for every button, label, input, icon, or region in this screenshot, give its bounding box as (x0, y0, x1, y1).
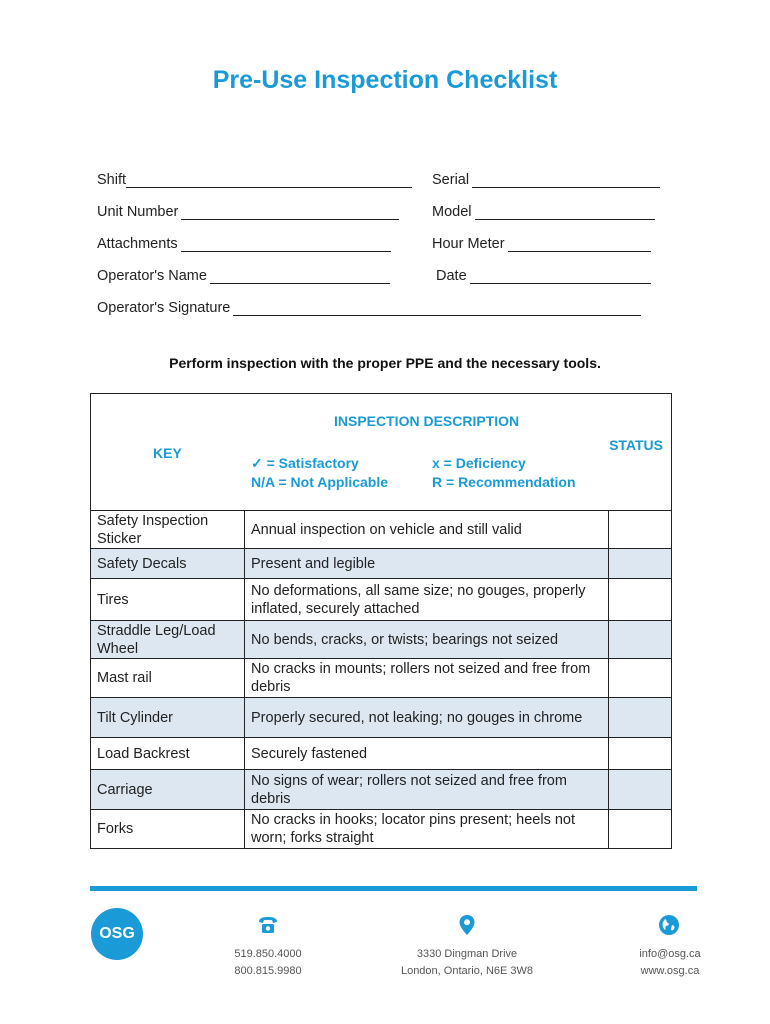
description-cell: Properly secured, not leaking; no gouges in chrome (245, 698, 609, 738)
legend-not-applicable: N/A = Not Applicable (251, 474, 389, 490)
table-row (91, 659, 672, 698)
description-cell: No bends, cracks, or twists; bearings not seized (245, 621, 609, 659)
description-label: INSPECTION DESCRIPTION (334, 413, 520, 429)
table-row (91, 549, 672, 579)
location-pin-icon (455, 913, 479, 937)
shift-line[interactable] (126, 173, 412, 188)
page-title: Pre-Use Inspection Checklist (212, 66, 558, 94)
table-row (91, 621, 672, 659)
attachments-label: Attachments (97, 236, 178, 252)
legend-recommendation: R = Recommendation (432, 474, 576, 490)
table-row (91, 810, 672, 849)
table-header-row (91, 394, 672, 511)
inspection-table (90, 393, 672, 849)
serial-line[interactable] (472, 173, 660, 188)
description-cell: No deformations, all same size; no gouges, properly inflated, securely attached (245, 579, 609, 621)
item-cell: Forks (91, 810, 245, 849)
date-line[interactable] (470, 269, 651, 284)
table-row (91, 579, 672, 621)
model-field[interactable] (432, 204, 655, 220)
website-link[interactable]: www.osg.ca (640, 965, 700, 977)
shift-field[interactable] (97, 172, 412, 188)
serial-field[interactable] (432, 172, 660, 188)
description-cell: Present and legible (245, 549, 609, 579)
attachments-line[interactable] (181, 237, 391, 252)
email-link[interactable]: info@osg.ca (639, 948, 701, 960)
operators-signature-line[interactable] (233, 301, 641, 316)
item-cell: Tires (91, 579, 245, 621)
phone-number-1[interactable]: 519.850.4000 (234, 948, 302, 960)
status-cell[interactable] (609, 549, 672, 579)
description-cell: Securely fastened (245, 738, 609, 770)
status-cell[interactable] (609, 579, 672, 621)
status-label: STATUS (609, 437, 663, 453)
ppe-notice: Perform inspection with the proper PPE and the necessary tools. (169, 355, 601, 371)
status-cell[interactable] (609, 810, 672, 849)
item-cell: Safety Inspection Sticker (91, 511, 245, 549)
legend-satisfactory: ✓ = Satisfactory (251, 455, 359, 471)
item-cell: Safety Decals (91, 549, 245, 579)
contact-web (630, 946, 710, 980)
hour-meter-field[interactable] (432, 236, 651, 252)
unit-number-label: Unit Number (97, 204, 179, 220)
description-cell: No cracks in mounts; rollers not seized and free from debris (245, 659, 609, 698)
status-cell[interactable] (609, 511, 672, 549)
description-cell: No cracks in hooks; locator pins present; heels not worn; forks straight (245, 810, 609, 849)
table-row (91, 511, 672, 549)
operators-name-label: Operator's Name (97, 268, 207, 284)
serial-label: Serial (432, 172, 470, 188)
phone-numbers (233, 946, 303, 980)
hour-meter-line[interactable] (508, 237, 651, 252)
address-line-2: London, Ontario, N6E 3W8 (400, 965, 534, 977)
status-cell[interactable] (609, 659, 672, 698)
operators-name-line[interactable] (210, 269, 390, 284)
status-cell[interactable] (609, 770, 672, 810)
unit-number-field[interactable] (97, 204, 399, 220)
model-label: Model (432, 204, 472, 220)
address (396, 946, 538, 980)
date-label: Date (436, 268, 467, 284)
phone-number-2[interactable]: 800.815.9980 (234, 965, 302, 977)
globe-icon (657, 913, 681, 937)
status-cell[interactable] (609, 621, 672, 659)
phone-icon (256, 913, 280, 937)
item-cell: Carriage (91, 770, 245, 810)
address-line-1: 3330 Dingman Drive (416, 948, 518, 960)
description-cell: No signs of wear; rollers not seized and free from debris (245, 770, 609, 810)
hour-meter-label: Hour Meter (432, 236, 505, 252)
attachments-field[interactable] (97, 236, 391, 252)
model-line[interactable] (475, 205, 655, 220)
table-header (91, 394, 672, 511)
description-cell: Annual inspection on vehicle and still valid (245, 511, 609, 549)
item-cell: Load Backrest (91, 738, 245, 770)
status-cell[interactable] (609, 738, 672, 770)
footer-divider (90, 886, 697, 891)
key-label: KEY (153, 445, 182, 461)
table-row (91, 738, 672, 770)
table-row (91, 698, 672, 738)
date-field[interactable] (436, 268, 651, 284)
operators-signature-field[interactable] (97, 300, 641, 316)
status-cell[interactable] (609, 698, 672, 738)
item-cell: Tilt Cylinder (91, 698, 245, 738)
operators-signature-label: Operator's Signature (97, 300, 231, 316)
item-cell: Mast rail (91, 659, 245, 698)
table-row (91, 770, 672, 810)
operators-name-field[interactable] (97, 268, 390, 284)
unit-number-line[interactable] (181, 205, 399, 220)
item-cell: Straddle Leg/Load Wheel (91, 621, 245, 659)
shift-label: Shift (97, 172, 127, 188)
osg-logo: OSG (91, 908, 143, 960)
legend-deficiency: x = Deficiency (432, 455, 526, 471)
